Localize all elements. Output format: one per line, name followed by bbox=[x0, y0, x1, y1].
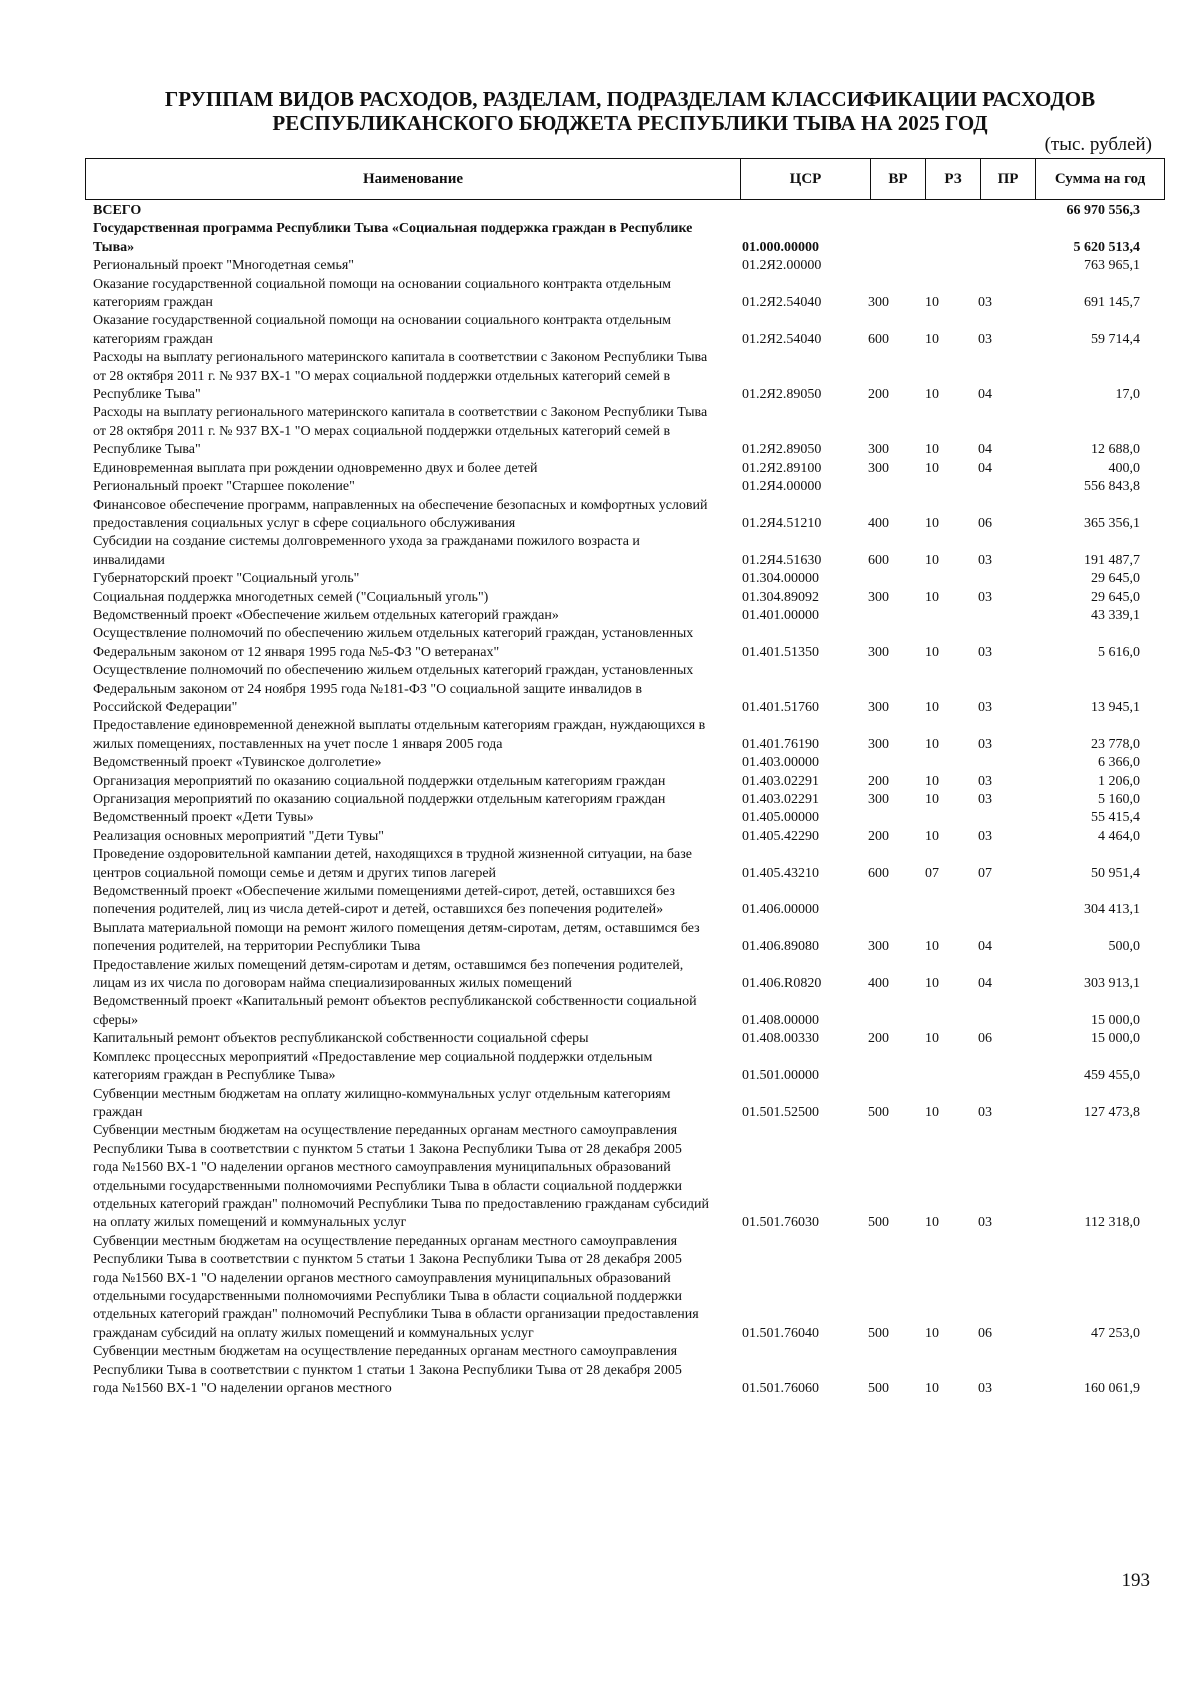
row-vr: 200 bbox=[868, 828, 889, 844]
page-number: 193 bbox=[1121, 1570, 1150, 1591]
row-pr: 04 bbox=[978, 387, 992, 403]
row-sum: 1 206,0 bbox=[1098, 773, 1140, 789]
row-sum: 47 253,0 bbox=[1091, 1325, 1140, 1341]
row-name: Осуществление полномочий по обеспечению жильем отдельных категорий граждан, установленных Федеральным законом от 24 ноября 1995 года №181-ФЗ "О социальной защите инвалидов в Российской Федерации" bbox=[93, 663, 694, 715]
row-pr: 03 bbox=[978, 1215, 992, 1231]
row-sum: 59 714,4 bbox=[1091, 331, 1140, 347]
table-row bbox=[0, 404, 1200, 459]
row-sum: 29 645,0 bbox=[1091, 589, 1140, 605]
row-rz: 10 bbox=[925, 1381, 939, 1396]
table-body bbox=[0, 202, 1200, 1398]
row-csr: 01.000.00000 bbox=[742, 239, 819, 255]
row-csr: 01.2Я4.51210 bbox=[742, 515, 822, 531]
row-rz: 10 bbox=[925, 1215, 939, 1231]
table-row bbox=[0, 993, 1200, 1030]
row-sum: 55 415,4 bbox=[1091, 810, 1140, 826]
row-pr: 03 bbox=[978, 295, 992, 311]
row-rz: 10 bbox=[925, 387, 939, 403]
header-vr: ВР bbox=[871, 159, 926, 199]
row-sum: 17,0 bbox=[1115, 387, 1140, 403]
row-pr: 03 bbox=[978, 699, 992, 715]
row-rz: 10 bbox=[925, 828, 939, 844]
row-rz: 10 bbox=[925, 792, 939, 807]
row-csr: 01.2Я2.54040 bbox=[742, 331, 822, 347]
row-name: Предоставление единовременной денежной выплаты отдельным категориям граждан, нуждающихся в жилых помещениях, поставленных на учет после 1 января 2005 года bbox=[93, 718, 706, 752]
title-line-2: РЕСПУБЛИКАНСКОГО БЮДЖЕТА РЕСПУБЛИКИ ТЫВА НА 2025 ГОД bbox=[272, 111, 988, 135]
unit-label: (тыс. рублей) bbox=[1044, 134, 1152, 155]
row-csr: 01.501.76060 bbox=[742, 1381, 819, 1396]
row-pr: 07 bbox=[978, 865, 992, 881]
table-row bbox=[0, 202, 1200, 220]
row-pr: 03 bbox=[978, 644, 992, 660]
row-csr: 01.408.00330 bbox=[742, 1031, 819, 1047]
row-sum: 5 616,0 bbox=[1098, 644, 1140, 660]
row-sum: 15 000,0 bbox=[1091, 1031, 1140, 1047]
row-csr: 01.304.89092 bbox=[742, 589, 819, 605]
row-csr: 01.403.00000 bbox=[742, 755, 819, 771]
row-rz: 10 bbox=[925, 515, 939, 531]
row-vr: 300 bbox=[868, 442, 889, 458]
row-sum: 556 843,8 bbox=[1084, 479, 1140, 495]
table-row bbox=[0, 1049, 1200, 1086]
row-pr: 06 bbox=[978, 515, 992, 531]
table-row bbox=[0, 1343, 1200, 1398]
table-row bbox=[0, 828, 1200, 846]
row-name: Предоставление жилых помещений детям-сиротам и детям, оставшимся без попечения родителей, лицам из их числа по договорам найма специализированных жилых помещений bbox=[93, 957, 684, 992]
row-sum: 6 366,0 bbox=[1098, 755, 1140, 771]
row-name: Проведение оздоровительной кампании детей, находящихся в трудной жизненной ситуации, на базе центров социальной помощи семье и детям и других типов лагерей bbox=[93, 847, 693, 881]
row-sum: 459 455,0 bbox=[1084, 1068, 1140, 1084]
row-pr: 03 bbox=[978, 792, 992, 807]
row-vr: 500 bbox=[868, 1381, 889, 1396]
row-csr: 01.408.00000 bbox=[742, 1012, 819, 1028]
row-csr: 01.2Я2.89050 bbox=[742, 387, 822, 403]
row-rz: 10 bbox=[925, 699, 939, 715]
table-row bbox=[0, 754, 1200, 772]
row-name: Ведомственный проект «Тувинское долголетие» bbox=[93, 755, 382, 771]
row-sum: 23 778,0 bbox=[1091, 736, 1140, 752]
row-sum: 691 145,7 bbox=[1084, 295, 1140, 311]
row-csr: 01.405.00000 bbox=[742, 810, 819, 826]
row-name: Единовременная выплата при рождении одновременно двух и более детей bbox=[93, 460, 538, 476]
row-name: Расходы на выплату регионального материнского капитала в соответствии с Законом Республики Тыва от 28 октября 2011 г. № 937 ВХ-1 "О мерах социальной поддержки отдельных категорий семей в Республике Тыва" bbox=[93, 350, 708, 403]
row-name: Организация мероприятий по оказанию социальной поддержки отдельным категориям граждан bbox=[93, 773, 666, 789]
row-csr: 01.401.00000 bbox=[742, 607, 819, 623]
row-name: Оказание государственной социальной помощи на основании социального контракта отдельным категориям граждан bbox=[93, 313, 671, 347]
row-name: Капитальный ремонт объектов республиканской собственности социальной сферы bbox=[93, 1031, 589, 1047]
table-row bbox=[0, 717, 1200, 754]
table-row bbox=[0, 846, 1200, 883]
row-csr: 01.401.51350 bbox=[742, 644, 819, 660]
row-sum: 160 061,9 bbox=[1084, 1381, 1140, 1396]
row-name: Финансовое обеспечение программ, направленных на обеспечение безопасных и комфортных условий предоставления социальных услуг в сфере социального обслуживания bbox=[93, 497, 708, 531]
row-csr: 01.406.00000 bbox=[742, 902, 819, 918]
row-sum: 763 965,1 bbox=[1084, 258, 1140, 274]
row-csr: 01.2Я2.00000 bbox=[742, 258, 822, 274]
row-name: Губернаторский проект "Социальный уголь" bbox=[93, 571, 360, 587]
row-pr: 03 bbox=[978, 828, 992, 844]
row-vr: 400 bbox=[868, 976, 889, 992]
row-name: Оказание государственной социальной помощи на основании социального контракта отдельным категориям граждан bbox=[93, 276, 671, 311]
row-name: Расходы на выплату регионального материнского капитала в соответствии с Законом Республики Тыва от 28 октября 2011 г. № 937 ВХ-1 "О мерах социальной поддержки отдельных категорий семей в Республике Тыва" bbox=[93, 405, 708, 458]
row-name: Региональный проект "Многодетная семья" bbox=[93, 258, 354, 274]
row-name: Выплата материальной помощи на ремонт жилого помещения детям-сиротам, детям, оставшимся без попечения родителей, на территории Республики Тыва bbox=[93, 920, 700, 955]
row-vr: 200 bbox=[868, 773, 889, 789]
row-pr: 04 bbox=[978, 939, 992, 955]
row-sum: 13 945,1 bbox=[1091, 699, 1140, 715]
row-rz: 10 bbox=[925, 552, 939, 568]
table-row bbox=[0, 460, 1200, 478]
row-vr: 500 bbox=[868, 1104, 889, 1120]
table-row bbox=[0, 1122, 1200, 1232]
row-pr: 06 bbox=[978, 1031, 992, 1047]
row-vr: 600 bbox=[868, 331, 889, 347]
row-name: Субсидии на создание системы долговременного ухода за гражданами пожилого возраста и инвалидами bbox=[93, 534, 640, 568]
row-csr: 01.406.89080 bbox=[742, 939, 819, 955]
row-name: Ведомственный проект «Капитальный ремонт объектов республиканской собственности социальной сферы» bbox=[93, 994, 697, 1028]
row-csr: 01.501.52500 bbox=[742, 1104, 819, 1120]
row-vr: 500 bbox=[868, 1325, 889, 1341]
row-name: Организация мероприятий по оказанию социальной поддержки отдельным категориям граждан bbox=[93, 792, 666, 807]
row-vr: 400 bbox=[868, 515, 889, 531]
row-sum: 365 356,1 bbox=[1084, 515, 1140, 531]
row-rz: 10 bbox=[925, 1104, 939, 1120]
row-pr: 03 bbox=[978, 773, 992, 789]
row-rz: 10 bbox=[925, 736, 939, 752]
row-vr: 300 bbox=[868, 792, 889, 807]
row-rz: 10 bbox=[925, 1325, 939, 1341]
row-pr: 03 bbox=[978, 331, 992, 347]
row-sum: 5 620 513,4 bbox=[1073, 239, 1140, 255]
row-vr: 300 bbox=[868, 699, 889, 715]
row-name: Ведомственный проект «Обеспечение жильем отдельных категорий граждан» bbox=[93, 607, 559, 623]
row-vr: 600 bbox=[868, 865, 889, 881]
row-csr: 01.405.43210 bbox=[742, 865, 819, 881]
row-vr: 300 bbox=[868, 736, 889, 752]
row-pr: 04 bbox=[978, 976, 992, 992]
row-vr: 300 bbox=[868, 460, 889, 476]
row-rz: 07 bbox=[925, 865, 939, 881]
row-sum: 500,0 bbox=[1108, 939, 1140, 955]
row-csr: 01.401.76190 bbox=[742, 736, 819, 752]
table-row bbox=[0, 257, 1200, 275]
row-csr: 01.2Я2.54040 bbox=[742, 295, 822, 311]
row-csr: 01.401.51760 bbox=[742, 699, 819, 715]
row-rz: 10 bbox=[925, 460, 939, 476]
table-row bbox=[0, 791, 1200, 809]
row-vr: 300 bbox=[868, 589, 889, 605]
row-vr: 300 bbox=[868, 295, 889, 311]
row-csr: 01.405.42290 bbox=[742, 828, 819, 844]
table-row bbox=[0, 533, 1200, 570]
row-sum: 50 951,4 bbox=[1091, 865, 1140, 881]
row-csr: 01.403.02291 bbox=[742, 792, 819, 807]
row-csr: 01.304.00000 bbox=[742, 571, 819, 587]
row-pr: 03 bbox=[978, 1104, 992, 1120]
row-pr: 03 bbox=[978, 552, 992, 568]
row-sum: 66 970 556,3 bbox=[1066, 203, 1140, 218]
row-csr: 01.2Я4.51630 bbox=[742, 552, 822, 568]
row-sum: 12 688,0 bbox=[1091, 442, 1140, 458]
table-row bbox=[0, 312, 1200, 349]
row-sum: 29 645,0 bbox=[1091, 571, 1140, 587]
row-sum: 304 413,1 bbox=[1084, 902, 1140, 918]
row-pr: 06 bbox=[978, 1325, 992, 1341]
table-row bbox=[0, 773, 1200, 791]
table-row bbox=[0, 625, 1200, 662]
row-csr: 01.403.02291 bbox=[742, 773, 819, 789]
table-row bbox=[0, 478, 1200, 496]
header-sum: Сумма на год bbox=[1054, 171, 1146, 187]
table-row bbox=[0, 570, 1200, 588]
table-row bbox=[0, 1030, 1200, 1048]
row-rz: 10 bbox=[925, 295, 939, 311]
row-csr: 01.2Я4.00000 bbox=[742, 479, 822, 495]
row-sum: 112 318,0 bbox=[1084, 1215, 1140, 1231]
row-name: Реализация основных мероприятий "Дети Тувы" bbox=[93, 828, 384, 844]
row-pr: 04 bbox=[978, 442, 992, 458]
header-name: Наименование bbox=[86, 159, 741, 199]
row-name: Субвенции местным бюджетам на осуществление переданных органам местного самоуправления Республики Тыва в соответствии с пунктом 5 статьи 1 Закона Республики Тыва от 28 декабря 2005 года №1560 ВХ-1 "О наделении органов местного самоуправления муниципальных образований отдельными государственными полномочиями Республики Тыва в области социальной поддержки отдельных категорий граждан" полномочий Республики Тыва в области организации предоставления гражданам субсидий на оплату жилых помещений и коммунальных услуг bbox=[93, 1233, 699, 1341]
row-name: Ведомственный проект «Обеспечение жилыми помещениями детей-сирот, детей, оставшихся без попечения родителей, лиц из числа детей-сирот и детей, оставшихся без попечения родителей» bbox=[93, 884, 675, 918]
row-name: Субвенции местным бюджетам на оплату жилищно-коммунальных услуг отдельным категориям граждан bbox=[93, 1086, 671, 1120]
row-rz: 10 bbox=[925, 939, 939, 955]
table-row bbox=[0, 883, 1200, 920]
row-name: Социальная поддержка многодетных семей ("Социальный уголь") bbox=[93, 589, 489, 605]
row-name: Субвенции местным бюджетам на осуществление переданных органам местного самоуправления Республики Тыва в соответствии с пунктом 5 статьи 1 Закона Республики Тыва от 28 декабря 2005 года №1560 ВХ-1 "О наделении органов местного самоуправления муниципальных образований отдельными государственными полномочиями Республики Тыва в области социальной поддержки отдельных категорий граждан" полномочий Республики Тыва по предоставлению гражданам субсидий на оплату жилых помещений и коммунальных услуг bbox=[93, 1123, 709, 1231]
table-row bbox=[0, 220, 1200, 257]
row-name: Комплекс процессных мероприятий «Предоставление мер социальной поддержки отдельным категориям граждан в Республике Тыва» bbox=[93, 1049, 653, 1084]
row-sum: 15 000,0 bbox=[1091, 1012, 1140, 1028]
row-name: ВСЕГО bbox=[93, 203, 142, 218]
row-pr: 03 bbox=[978, 589, 992, 605]
table-row bbox=[0, 662, 1200, 717]
row-sum: 127 473,8 bbox=[1084, 1104, 1140, 1120]
table-row bbox=[0, 349, 1200, 404]
table-row bbox=[0, 1086, 1200, 1123]
row-sum: 191 487,7 bbox=[1084, 552, 1140, 568]
row-csr: 01.406.R0820 bbox=[742, 976, 822, 992]
header-csr: ЦСР bbox=[741, 159, 871, 199]
row-sum: 5 160,0 bbox=[1098, 792, 1140, 807]
row-csr: 01.501.00000 bbox=[742, 1068, 819, 1084]
row-pr: 04 bbox=[978, 460, 992, 476]
table-row bbox=[0, 1233, 1200, 1343]
row-rz: 10 bbox=[925, 773, 939, 789]
row-rz: 10 bbox=[925, 976, 939, 992]
row-name: Субвенции местным бюджетам на осуществление переданных органам местного самоуправления Республики Тыва в соответствии с пунктом 1 статьи 1 Закона Республики Тыва от 28 декабря 2005 года №1560 ВХ-1 "О наделении органов местного bbox=[93, 1344, 682, 1396]
row-sum: 303 913,1 bbox=[1084, 976, 1140, 992]
row-rz: 10 bbox=[925, 589, 939, 605]
table-row bbox=[0, 276, 1200, 313]
row-rz: 10 bbox=[925, 331, 939, 347]
row-vr: 300 bbox=[868, 939, 889, 955]
row-name: Государственная программа Республики Тыва «Социальная поддержка граждан в Республике Тыва» bbox=[93, 221, 693, 255]
row-name: Ведомственный проект «Дети Тувы» bbox=[93, 810, 314, 826]
row-sum: 4 464,0 bbox=[1098, 828, 1140, 844]
row-vr: 200 bbox=[868, 387, 889, 403]
row-name: Осуществление полномочий по обеспечению жильем отдельных категорий граждан, установленных Федеральным законом от 12 января 1995 года №5-ФЗ "О ветеранах" bbox=[93, 626, 694, 660]
row-rz: 10 bbox=[925, 644, 939, 660]
row-sum: 43 339,1 bbox=[1091, 607, 1140, 623]
table-header bbox=[85, 158, 1165, 200]
row-csr: 01.2Я2.89100 bbox=[742, 460, 822, 476]
table-row bbox=[0, 957, 1200, 994]
table-row bbox=[0, 497, 1200, 534]
header-rz: РЗ bbox=[926, 159, 981, 199]
row-name: Региональный проект "Старшее поколение" bbox=[93, 479, 355, 495]
row-vr: 500 bbox=[868, 1215, 889, 1231]
table-row bbox=[0, 607, 1200, 625]
row-csr: 01.501.76030 bbox=[742, 1215, 819, 1231]
header-pr: ПР bbox=[981, 159, 1036, 199]
table-row bbox=[0, 589, 1200, 607]
row-csr: 01.2Я2.89050 bbox=[742, 442, 822, 458]
row-csr: 01.501.76040 bbox=[742, 1325, 819, 1341]
row-vr: 300 bbox=[868, 644, 889, 660]
row-vr: 600 bbox=[868, 552, 889, 568]
row-vr: 200 bbox=[868, 1031, 889, 1047]
row-pr: 03 bbox=[978, 736, 992, 752]
row-rz: 10 bbox=[925, 442, 939, 458]
title-line-1: ГРУППАМ ВИДОВ РАСХОДОВ, РАЗДЕЛАМ, ПОДРАЗДЕЛАМ КЛАССИФИКАЦИИ РАСХОДОВ bbox=[164, 87, 1096, 111]
row-rz: 10 bbox=[925, 1031, 939, 1047]
row-sum: 400,0 bbox=[1108, 460, 1140, 476]
table-row bbox=[0, 809, 1200, 827]
row-pr: 03 bbox=[978, 1381, 992, 1396]
table-row bbox=[0, 920, 1200, 957]
